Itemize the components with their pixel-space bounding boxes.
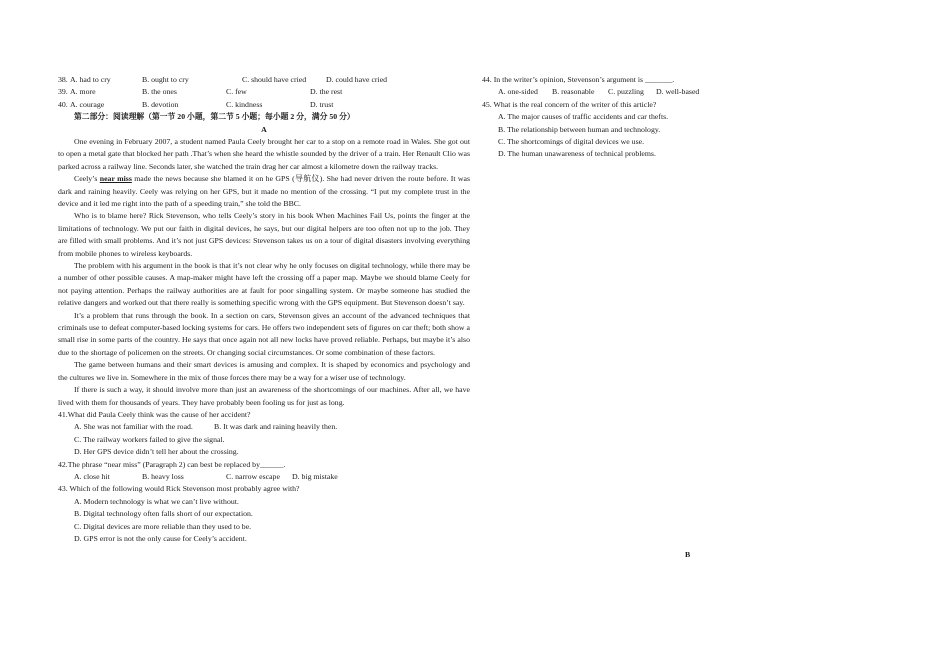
right-column [482,74,902,161]
q41-option-b: B. It was dark and raining heavily then. [214,422,338,432]
paragraph-2-rest: made the news because she blamed it on he GPS (导航仪). She had never driven the route before. It was dark and raining heavily. Ceely was relying on her GPS, but it made no mention of the crossing. “I put my complete trust in the device and it led me right into the path of a speeding train,” she told the BBC. [58,174,470,209]
q41-option-d: D. Her GPS device didn’t tell her about the crossing. [74,447,239,457]
q38-option-b: B. ought to cry [142,75,189,84]
q42-option-b: B. heavy loss [142,471,184,481]
q38-option-c: C. should have cried [242,75,307,84]
q40-number: 40. [58,99,68,109]
left-column [58,74,470,545]
paragraph-1: One evening in February 2007, a student named Paula Ceely brought her car to a stop on a remote road in Wales. She got out to open a metal gate that blocked her path .That’s when she heard the whistle sounded by the driver of a train. Her Renault Clio was parked across a railway line. Seconds later, she watched the train drag her car almost a kilometre down the railway tracks. [58,136,470,171]
q43-option-c: C. Digital devices are more reliable than they used to be. [74,521,252,531]
q43-option-a: A. Modern technology is what we can’t live without. [74,496,239,506]
q42-option-c: C. narrow escape [226,471,280,481]
question-42-stem: 42.The phrase “near miss” (Paragraph 2) can best be replaced by______. [58,459,286,469]
q41-option-c: C. The railway workers failed to give the signal. [74,434,225,444]
q45-option-b: B. The relationship between human and technology. [498,124,661,134]
q40-option-b: B. devotion [142,99,179,109]
paragraph-5: It’s a problem that runs through the book. In a section on cars, Stevenson gives an account of the advanced techniques that criminals use to defeat computer-based locking systems for cars. He offers two independent sets of figures on car theft; both show a small rise in some parts of the country. He says that once again not all new locks have proved reliable. Perhaps, but maybe it’s also due to the shortage of policemen on the streets. Or changing social circumstances. Or some combination of these factors. [58,310,470,357]
q43-option-b: B. Digital technology often falls short of our expectation. [74,509,253,519]
section-heading: 第二部分：阅读理解（第一节 20 小题，第二节 5 小题；每小题 2 分，满分 50 分） [74,112,355,122]
paragraph-3: Who is to blame here? Rick Stevenson, who tells Ceely’s story in his book When Machines Fail Us, points the finger at the limitations of technology. We put our faith in digital devices, he says, but our digital helpers are too often not up to the job. They are filled with small problems. And it’s not just GPS devices: Stevenson takes us on a tour of digital disasters involving everything from mobile phones to wireless keyboards. [58,211,470,258]
q40-option-c: C. kindness [226,99,263,109]
q39-option-a: A. more [70,87,96,97]
q38-number: 38. [58,75,68,84]
paragraph-2 [58,173,470,210]
q43-option-d: D. GPS error is not the only cause for Ceely’s accident. [74,533,247,543]
near-miss-term: near miss [99,174,132,184]
passage-a-label: A [261,124,267,134]
q44-option-a: A. one-sided [498,87,538,97]
q40-option-d: D. trust [310,99,334,109]
q39-option-b: B. the ones [142,87,177,97]
q42-option-a: A. close hit [74,471,110,481]
q40-option-a: A. courage [70,99,105,109]
q45-option-c: C. The shortcomings of digital devices we use. [498,137,645,147]
q41-option-a: A. She was not familiar with the road. [74,422,193,432]
question-42-row [58,471,470,483]
paragraph-2-start: Ceely’s [74,174,100,184]
question-38 [58,74,470,86]
q42-option-d: D. big mistake [292,471,338,481]
paragraph-4: The problem with his argument in the book is that it’s not clear why he only focuses on digital technology, while there may be a number of other possible causes. A map-maker might have left the crossing off a paper map. Maybe we should blame Ceely for not paying attention. Perhaps the railway authorities are at fault for poor singalling system. Or maybe someone has studied the relative dangers and worked out that there really is something specific wrong with the GPS equipment. But Stevenson doesn’t say. [58,261,470,308]
q45-option-d: D. The human unawareness of technical problems. [498,149,656,159]
q39-option-d: D. the rest [310,87,343,97]
q44-option-b: B. reasonable [552,87,595,97]
q39-number: 39. [58,87,68,97]
question-40 [58,99,470,111]
q39-option-c: C. few [226,87,247,97]
q38-option-d: D. could have cried [326,75,388,84]
q44-option-c: C. puzzling [608,87,644,97]
q45-option-a: A. The major causes of traffic accidents and car thefts. [498,112,669,122]
question-44-row [482,86,902,98]
question-39 [58,86,470,98]
question-41-stem: 41.What did Paula Ceely think was the cause of her accident? [58,409,251,419]
paragraph-7: If there is such a way, it should involve more than just an awareness of the shortcomings of our machines. After all, we have lived with them for thousands of years. They have probably been fooling us for just as long. [58,385,470,407]
question-44-stem: 44. In the writer’s opinion, Stevenson’s argument is _______. [482,75,675,84]
passage-b-label: B [685,550,691,559]
q38-option-a: A. had to cry [70,75,111,84]
question-45-stem: 45. What is the real concern of the writer of this article? [482,99,657,109]
question-43-stem: 43. Which of the following would Rick Stevenson most probably agree with? [58,484,300,494]
q44-option-d: D. well-based [656,87,700,97]
question-41-row1 [58,421,470,433]
paragraph-6: The game between humans and their smart devices is amusing and complex. It is shaped by economics and psychology and the cultures we live in. Somewhere in the mix of those forces there may be a way for a wiser use of technology. [58,360,470,382]
